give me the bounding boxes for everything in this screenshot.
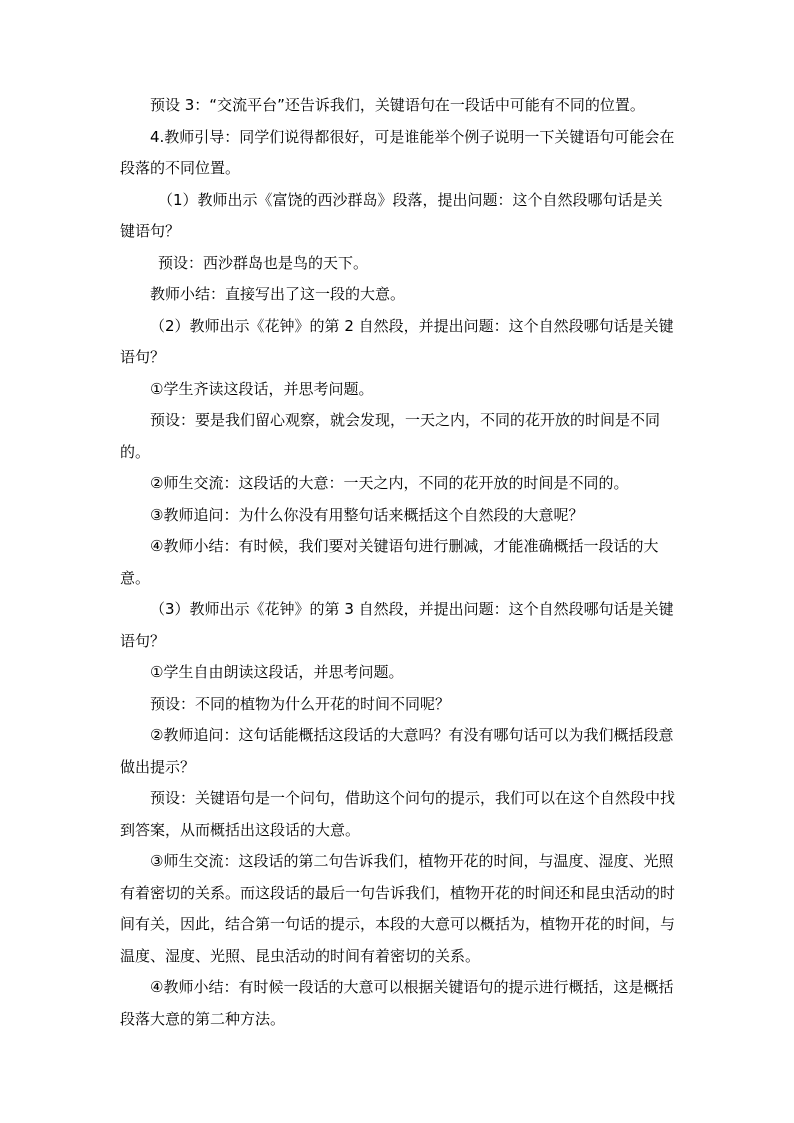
paragraph-example-3: （3）教师出示《花钟》的第 3 自然段，并提出问题：这个自然段哪句话是关键语句？: [120, 600, 674, 650]
paragraph-read-aloud: ①学生齐读这段话，并思考问题。: [150, 379, 374, 398]
paragraph-preset-plants: 预设：不同的植物为什么开花的时间不同呢？: [150, 694, 451, 713]
paragraph-preset-observe: 预设：要是我们留心观察，就会发现，一天之内，不同的花开放的时间是不同的。: [120, 411, 661, 461]
paragraph-teacher-guide-4: 4.教师引导：同学们说得都很好，可是谁能举个例子说明一下关键语句可能会在段落的不同位置。: [120, 127, 675, 177]
paragraph-preset-xisha: 预设：西沙群岛也是鸟的天下。: [158, 253, 369, 272]
paragraph-preset-question: 预设：关键语句是一个问句，借助这个问句的提示，我们可以在这个自然段中找到答案，从而概括出这段话的大意。: [120, 789, 676, 839]
paragraph-follow-up-2: ②教师追问：这句话能概括这段话的大意吗？有没有哪句话可以为我们概括段意做出提示？: [120, 726, 674, 776]
paragraph-example-2: （2）教师出示《花钟》的第 2 自然段，并提出问题：这个自然段哪句话是关键语句？: [120, 316, 674, 366]
paragraph-follow-up-1: ③教师追问：为什么你没有用整句话来概括这个自然段的大意呢？: [150, 505, 584, 524]
paragraph-example-1: （1）教师出示《富饶的西沙群岛》段落，提出问题：这个自然段哪句话是关键语句？: [120, 190, 663, 240]
paragraph-teacher-summary-3: ④教师小结：有时候一段话的大意可以根据关键语句的提示进行概括，这是概括段落大意的第二种方法。: [120, 978, 674, 1028]
paragraph-discussion-1: ②师生交流：这段话的大意：一天之内，不同的花开放的时间是不同的。: [150, 474, 629, 492]
paragraph-preset-3: 预设 3：“交流平台”还告诉我们，关键语句在一段话中可能有不同的位置。: [150, 96, 645, 114]
paragraph-discussion-2: ③师生交流：这段话的第二句告诉我们，植物开花的时间，与温度、湿度、光照有着密切的关系。而这段话的最后一句告诉我们，植物开花的时间还和昆虫活动的时间有关，因此，结合第一句话的提示，本段的大意可以概括为，植物开花的时间，与温度、湿度、光照、昆虫活动的时间有着密切的关系。: [120, 852, 676, 965]
paragraph-teacher-summary-2: ④教师小结：有时候，我们要对关键语句进行删减，才能准确概括一段话的大意。: [120, 537, 659, 587]
paragraph-free-reading: ①学生自由朗读这段话，并思考问题。: [150, 663, 404, 681]
document-body: [120, 90, 676, 1035]
paragraph-teacher-summary-1: 教师小结：直接写出了这一段的大意。: [150, 285, 406, 303]
